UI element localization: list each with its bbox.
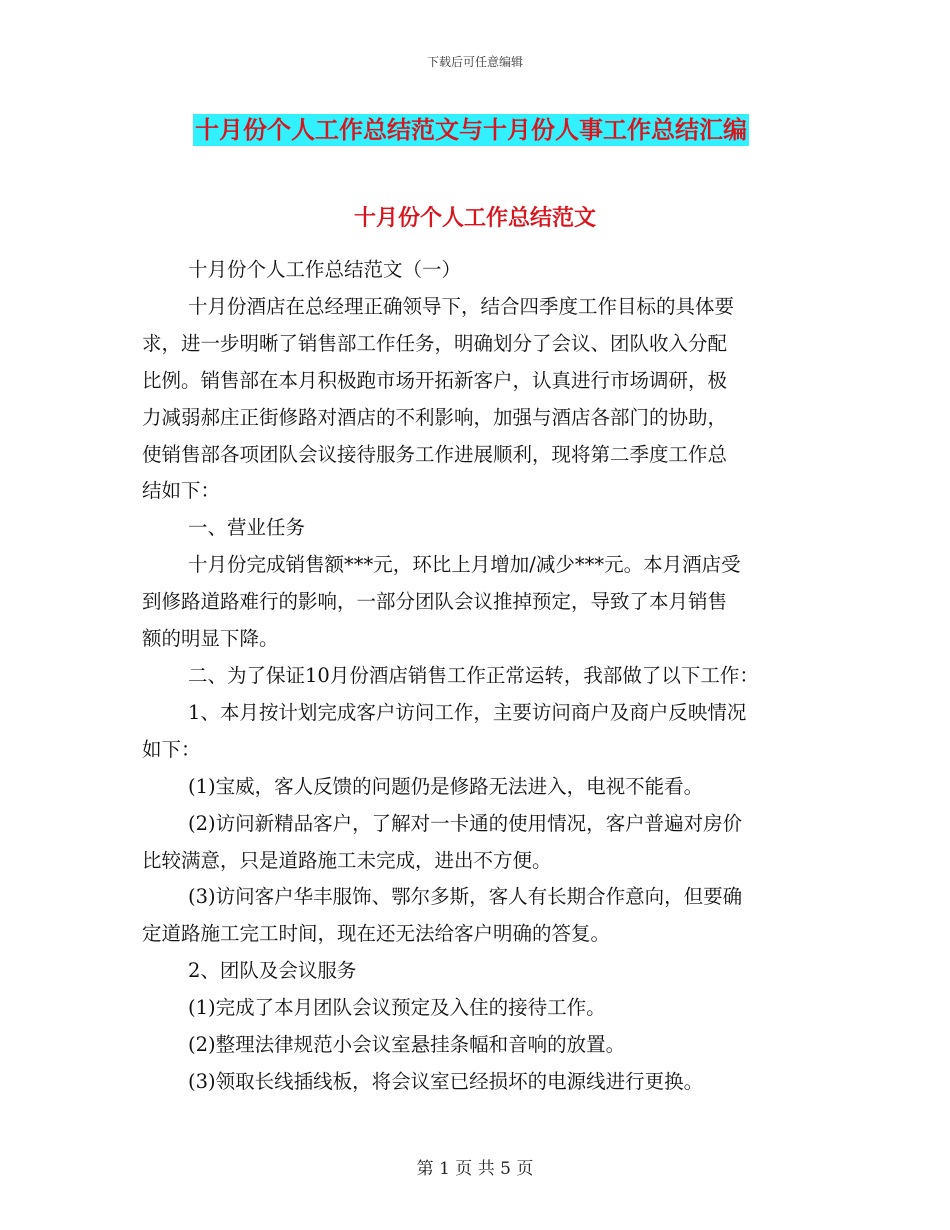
header-note: 下载后可任意编辑	[426, 55, 523, 69]
list-item: (2)整理法律规范小会议室悬挂条幅和音响的放置。	[188, 1033, 626, 1057]
paragraph-line: 比较满意，只是道路施工未完成，进出不方便。	[142, 848, 552, 872]
paragraph-line: 十月份酒店在总经理正确领导下，结合四季度工作目标的具体要	[188, 294, 735, 318]
paragraph-line: 额的明显下降。	[142, 627, 279, 651]
list-item: (1)宝威，客人反馈的问题仍是修路无法进入，电视不能看。	[188, 774, 704, 798]
page-number: 第 1 页 共 5 页	[416, 1159, 534, 1179]
paragraph-line: 求，进一步明晰了销售部工作任务，明确划分了会议、团队收入分配	[142, 331, 728, 355]
paragraph-line: 1、本月按计划完成客户访问工作，主要访问商户及商户反映情况	[188, 700, 747, 724]
list-item: (2)访问新精品客户，了解对一卡通的使用情况，客户普遍对房价	[188, 811, 743, 835]
section-title: 十月份个人工作总结范文	[353, 205, 596, 231]
section-heading: 2、团队及会议服务	[188, 959, 357, 983]
paragraph-line: 十月份完成销售额***元，环比上月增加/减少***元。本月酒店受	[188, 553, 741, 577]
section-heading: 二、为了保证10月份酒店销售工作正常运转，我部做了以下工作：	[188, 663, 759, 687]
document-body	[142, 252, 810, 1101]
list-item: (3)访问客户华丰服饰、鄂尔多斯，客人有长期合作意向，但要确	[188, 885, 743, 909]
list-item: (1)完成了本月团队会议预定及入住的接待工作。	[188, 996, 606, 1020]
paragraph-heading: 十月份个人工作总结范文（一）	[188, 258, 462, 281]
section-heading: 一、营业任务	[188, 516, 306, 540]
paragraph-line: 力减弱郝庄正街修路对酒店的不利影响，加强与酒店各部门的协助，	[142, 405, 728, 429]
paragraph-line: 定道路施工完工时间，现在还无法给客户明确的答复。	[142, 922, 611, 946]
paragraph-line: 比例。销售部在本月积极跑市场开拓新客户，认真进行市场调研，极	[142, 368, 728, 392]
paragraph-line: 使销售部各项团队会议接待服务工作进展顺利，现将第二季度工作总	[142, 442, 728, 466]
paragraph-line: 如下：	[142, 737, 201, 761]
paragraph-line: 到修路道路难行的影响，一部分团队会议推掉预定，导致了本月销售	[142, 590, 728, 614]
list-item: (3)领取长线插线板，将会议室已经损坏的电源线进行更换。	[188, 1069, 704, 1093]
document-title: 十月份个人工作总结范文与十月份人事工作总结汇编	[195, 115, 747, 144]
paragraph-line: 结如下：	[142, 479, 221, 503]
